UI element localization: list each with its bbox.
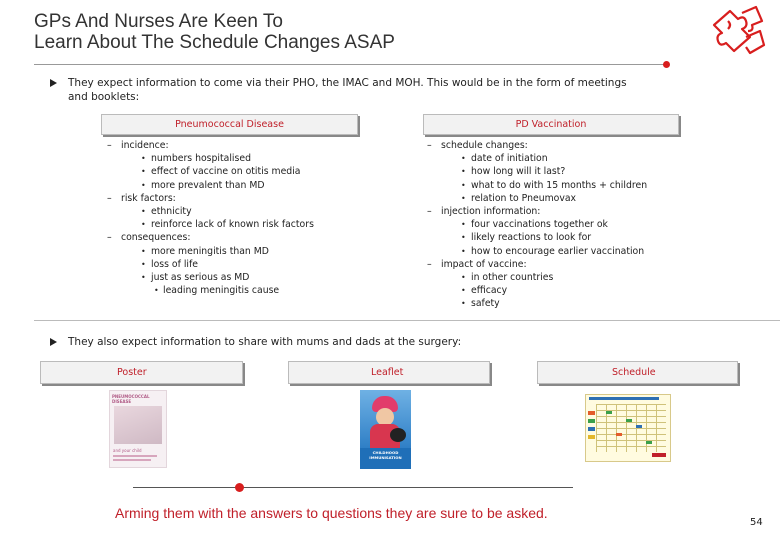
- schedule-row-marker: [588, 427, 595, 431]
- page-title: [34, 11, 554, 53]
- triangle-bullet-icon: [50, 79, 57, 87]
- puzzle-logo-icon: [706, 3, 768, 61]
- schedule-cell-mark: [616, 433, 622, 436]
- pd-vaccination-header: PD Vaccination: [423, 114, 679, 135]
- schedule-cell-mark: [626, 419, 632, 422]
- list-item: • effect of vaccine on otitis media: [107, 165, 367, 178]
- list-item: • in other countries: [427, 271, 727, 284]
- pd-vaccination-list: [427, 139, 727, 311]
- leaflet-thumbnail: [360, 390, 411, 469]
- poster-header: Poster: [40, 361, 243, 384]
- schedule-row-marker: [588, 435, 595, 439]
- poster-text-line: [113, 455, 157, 457]
- leaflet-title-line-1: CHILDHOOD: [372, 450, 399, 455]
- list-item: • four vaccinations together ok: [427, 218, 727, 231]
- intro-line-1: They expect information to come via their PHO, the IMAC and MOH. This would be in the form of meetings: [68, 77, 627, 89]
- closing-statement: Arming them with the answers to questions they are sure to be asked.: [115, 505, 548, 521]
- list-item: • just as serious as MD: [107, 271, 367, 284]
- poster-text-line: [113, 459, 151, 461]
- poster-title-line-2: DISEASE: [112, 399, 132, 404]
- list-item: • how long will it last?: [427, 165, 727, 178]
- section-divider: [34, 320, 780, 321]
- title-rule: [34, 64, 666, 65]
- schedule-thumbnail: [585, 394, 671, 462]
- title-line-2: Learn About The Schedule Changes ASAP: [34, 32, 395, 53]
- list-item: • efficacy: [427, 284, 727, 297]
- schedule-cell-mark: [636, 425, 642, 428]
- list-item: • safety: [427, 297, 727, 310]
- closing-rule: [133, 487, 573, 488]
- list-item: – injection information:: [427, 205, 727, 218]
- list-item: – impact of vaccine:: [427, 258, 727, 271]
- list-item: • ethnicity: [107, 205, 367, 218]
- intro-line-2: and booklets:: [68, 91, 140, 103]
- list-item: • leading meningitis cause: [107, 284, 367, 297]
- list-item: • likely reactions to look for: [427, 231, 727, 244]
- list-item: – risk factors:: [107, 192, 367, 205]
- poster-photo: [114, 406, 162, 444]
- closing-rule-dot: [235, 483, 244, 492]
- list-item: • how to encourage earlier vaccination: [427, 245, 727, 258]
- leaflet-toy: [390, 428, 406, 442]
- schedule-cell-mark: [646, 441, 652, 444]
- poster-title-line-1: PNEUMOCOCCAL: [112, 394, 150, 399]
- list-item: – schedule changes:: [427, 139, 727, 152]
- triangle-bullet-icon: [50, 338, 57, 346]
- schedule-cell-mark: [606, 411, 612, 414]
- pneumococcal-disease-header: Pneumococcal Disease: [101, 114, 358, 135]
- list-item: • loss of life: [107, 258, 367, 271]
- schedule-row-marker: [588, 419, 595, 423]
- title-rule-dot: [663, 61, 670, 68]
- pneumococcal-disease-list: [107, 139, 367, 297]
- list-item: • more meningitis than MD: [107, 245, 367, 258]
- leaflet-title-line-2: IMMUNISATION: [369, 455, 402, 460]
- share-bullet: [50, 335, 728, 349]
- list-item: • relation to Pneumovax: [427, 192, 727, 205]
- list-item: • numbers hospitalised: [107, 152, 367, 165]
- list-item: • more prevalent than MD: [107, 179, 367, 192]
- page-number: 54: [750, 517, 763, 528]
- schedule-header: Schedule: [537, 361, 738, 384]
- schedule-logo: [652, 453, 666, 457]
- schedule-row-marker: [588, 411, 595, 415]
- list-item: • reinforce lack of known risk factors: [107, 218, 367, 231]
- title-line-1: GPs And Nurses Are Keen To: [34, 11, 283, 32]
- list-item: • date of initiation: [427, 152, 727, 165]
- share-text: They also expect information to share with mums and dads at the surgery:: [68, 336, 462, 348]
- intro-bullet: [50, 76, 728, 104]
- poster-thumbnail: [109, 390, 167, 468]
- poster-subtitle: and your child: [113, 448, 142, 453]
- list-item: • what to do with 15 months + children: [427, 179, 727, 192]
- list-item: – consequences:: [107, 231, 367, 244]
- list-item: – incidence:: [107, 139, 367, 152]
- leaflet-header: Leaflet: [288, 361, 490, 384]
- schedule-title-bar: [589, 397, 659, 400]
